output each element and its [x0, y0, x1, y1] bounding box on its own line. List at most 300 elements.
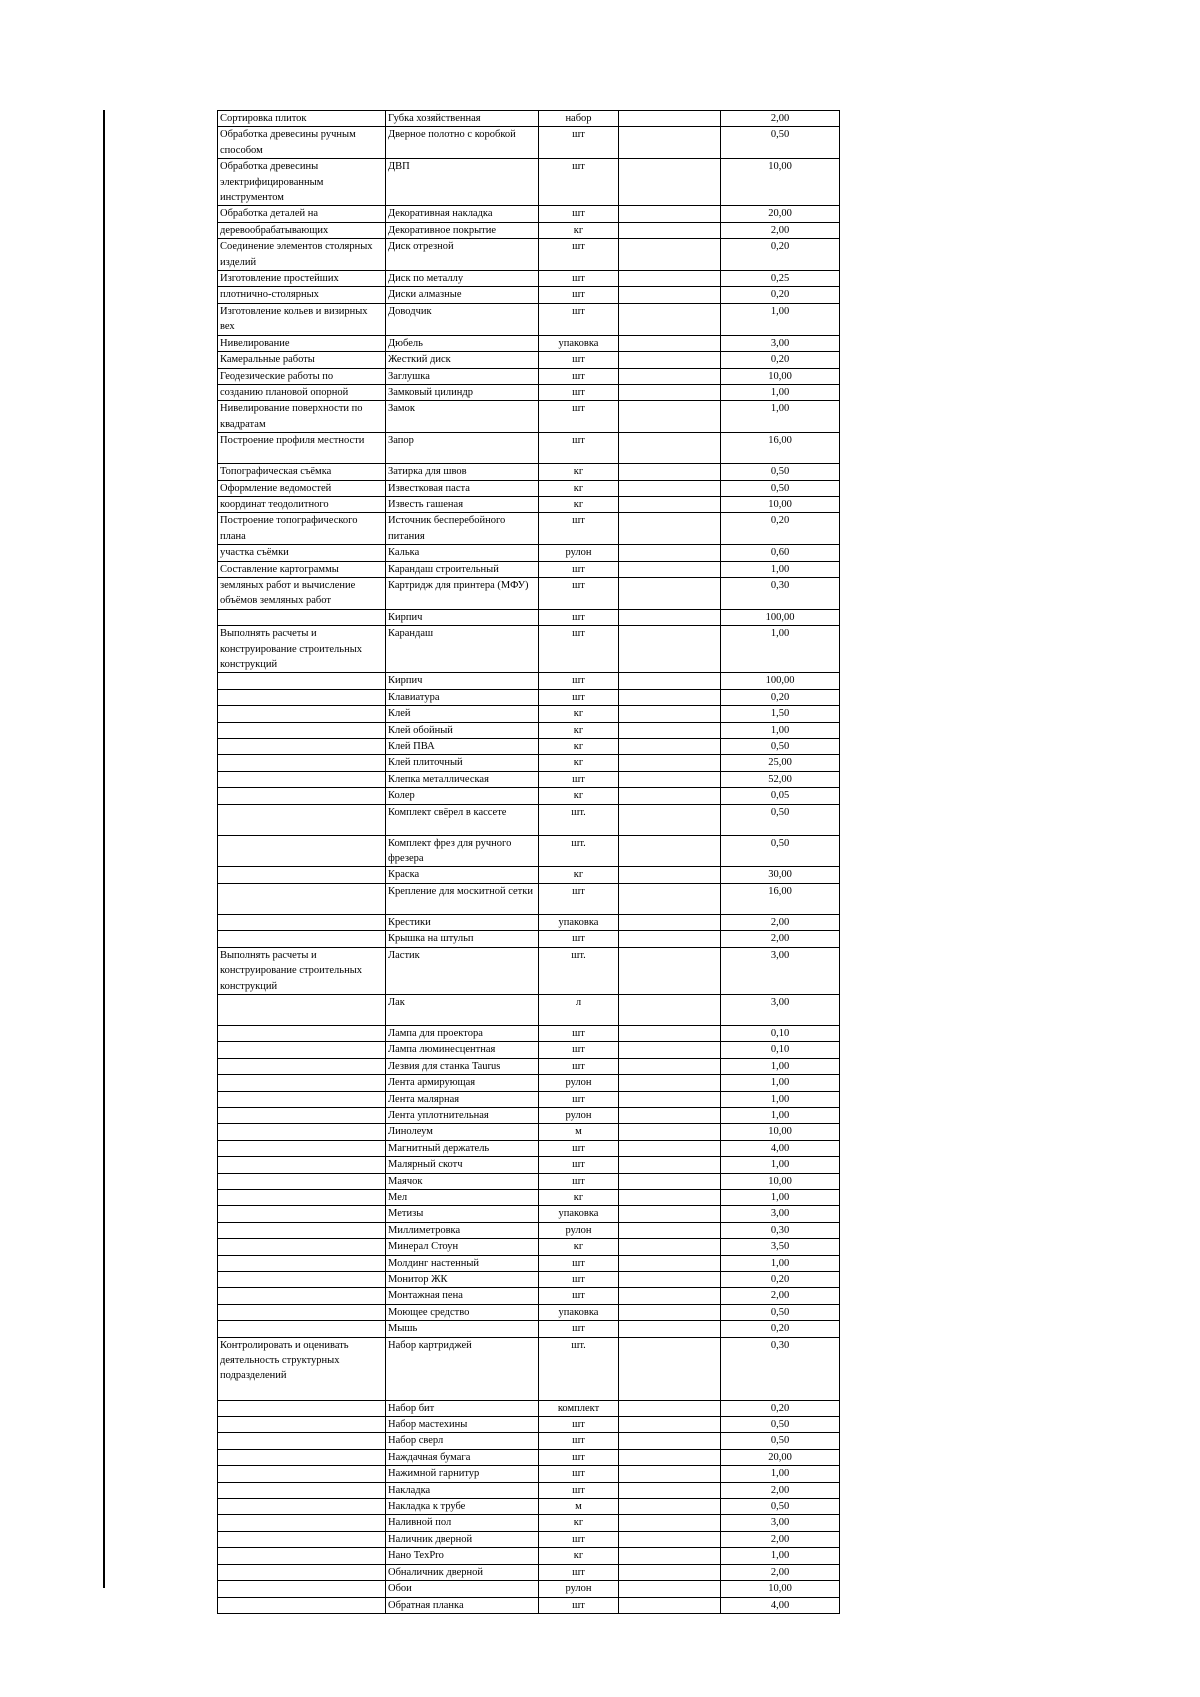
quantity-cell: 0,50 [721, 804, 840, 835]
activity-cell [218, 1042, 386, 1058]
table-row [218, 1337, 840, 1400]
activity-cell [218, 788, 386, 804]
table-row [218, 1531, 840, 1547]
empty-cell [619, 561, 721, 577]
quantity-cell: 20,00 [721, 206, 840, 222]
unit-cell: шт [539, 1449, 619, 1465]
unit-cell: шт [539, 159, 619, 206]
empty-cell [619, 947, 721, 994]
activity-cell: Изготовление простейших [218, 271, 386, 287]
material-cell: Дверное полотно с коробкой [386, 127, 539, 159]
unit-cell: шт [539, 206, 619, 222]
table-row [218, 222, 840, 238]
activity-cell [218, 883, 386, 914]
unit-cell: шт [539, 609, 619, 625]
material-cell: Губка хозяйственная [386, 111, 539, 127]
table-row [218, 1400, 840, 1416]
quantity-cell: 1,00 [721, 1466, 840, 1482]
empty-cell [619, 673, 721, 689]
material-cell: Лезвия для станка Taurus [386, 1058, 539, 1074]
material-cell: Затирка для швов [386, 464, 539, 480]
material-cell: Монитор ЖК [386, 1272, 539, 1288]
table-row [218, 1025, 840, 1041]
table-row [218, 771, 840, 787]
empty-cell [619, 480, 721, 496]
unit-cell: м [539, 1499, 619, 1515]
activity-cell [218, 1499, 386, 1515]
activity-cell [218, 914, 386, 930]
unit-cell: кг [539, 755, 619, 771]
empty-cell [619, 464, 721, 480]
table-row [218, 689, 840, 705]
table-row [218, 931, 840, 947]
material-cell: Линолеум [386, 1124, 539, 1140]
table-row [218, 577, 840, 609]
empty-cell [619, 1597, 721, 1613]
table-row [218, 1091, 840, 1107]
material-cell: Известь гашеная [386, 496, 539, 512]
table-row [218, 788, 840, 804]
activity-cell: деревообрабатывающих [218, 222, 386, 238]
quantity-cell: 0,50 [721, 1499, 840, 1515]
activity-cell: Камеральные работы [218, 352, 386, 368]
unit-cell: шт [539, 931, 619, 947]
quantity-cell: 2,00 [721, 111, 840, 127]
table-row [218, 111, 840, 127]
activity-cell [218, 771, 386, 787]
empty-cell [619, 401, 721, 433]
unit-cell: упаковка [539, 914, 619, 930]
table-row [218, 1206, 840, 1222]
quantity-cell: 0,10 [721, 1025, 840, 1041]
unit-cell: кг [539, 1189, 619, 1205]
material-cell: Клей ПВА [386, 739, 539, 755]
unit-cell: упаковка [539, 1304, 619, 1320]
activity-cell [218, 1515, 386, 1531]
quantity-cell: 0,20 [721, 1272, 840, 1288]
unit-cell: шт [539, 127, 619, 159]
empty-cell [619, 433, 721, 464]
material-cell: Картридж для принтера (МФУ) [386, 577, 539, 609]
empty-cell [619, 1337, 721, 1400]
quantity-cell: 0,50 [721, 480, 840, 496]
material-cell: Замковый цилиндр [386, 384, 539, 400]
unit-cell: шт [539, 577, 619, 609]
quantity-cell: 0,50 [721, 127, 840, 159]
table-row [218, 239, 840, 271]
empty-cell [619, 835, 721, 867]
table-row [218, 883, 840, 914]
table-row [218, 1449, 840, 1465]
table-row [218, 609, 840, 625]
material-cell: Заглушка [386, 368, 539, 384]
empty-cell [619, 788, 721, 804]
quantity-cell: 0,50 [721, 1304, 840, 1320]
material-cell: Наличник дверной [386, 1531, 539, 1547]
empty-cell [619, 883, 721, 914]
table-row [218, 1255, 840, 1271]
table-row [218, 545, 840, 561]
activity-cell [218, 1272, 386, 1288]
table-row [218, 384, 840, 400]
empty-cell [619, 1581, 721, 1597]
material-cell: Лента армирующая [386, 1075, 539, 1091]
activity-cell [218, 1206, 386, 1222]
quantity-cell: 3,00 [721, 994, 840, 1025]
material-cell: Декоративное покрытие [386, 222, 539, 238]
empty-cell [619, 513, 721, 545]
materials-table-body [218, 111, 840, 1614]
quantity-cell: 10,00 [721, 368, 840, 384]
quantity-cell: 4,00 [721, 1140, 840, 1156]
quantity-cell: 0,25 [721, 271, 840, 287]
quantity-cell: 2,00 [721, 1531, 840, 1547]
empty-cell [619, 739, 721, 755]
empty-cell [619, 722, 721, 738]
material-cell: Набор картриджей [386, 1337, 539, 1400]
activity-cell [218, 1075, 386, 1091]
activity-cell [218, 689, 386, 705]
activity-cell [218, 1222, 386, 1238]
unit-cell: шт [539, 384, 619, 400]
empty-cell [619, 1091, 721, 1107]
empty-cell [619, 1515, 721, 1531]
table-row [218, 739, 840, 755]
activity-cell: Оформление ведомостей [218, 480, 386, 496]
unit-cell: шт [539, 368, 619, 384]
empty-cell [619, 1466, 721, 1482]
unit-cell: шт [539, 1531, 619, 1547]
material-cell: Краска [386, 867, 539, 883]
table-row [218, 271, 840, 287]
activity-cell: Обработка деталей на [218, 206, 386, 222]
activity-cell [218, 804, 386, 835]
activity-cell [218, 1304, 386, 1320]
activity-cell [218, 1239, 386, 1255]
activity-cell [218, 609, 386, 625]
table-row [218, 1482, 840, 1498]
quantity-cell: 52,00 [721, 771, 840, 787]
activity-cell: Составление картограммы [218, 561, 386, 577]
table-row [218, 1581, 840, 1597]
empty-cell [619, 1255, 721, 1271]
activity-cell [218, 1449, 386, 1465]
quantity-cell: 20,00 [721, 1449, 840, 1465]
unit-cell: шт [539, 1597, 619, 1613]
unit-cell: шт [539, 1417, 619, 1433]
activity-cell [218, 1400, 386, 1416]
unit-cell: шт [539, 1321, 619, 1337]
material-cell: Замок [386, 401, 539, 433]
quantity-cell: 1,00 [721, 384, 840, 400]
material-cell: Комплект свёрел в кассете [386, 804, 539, 835]
table-row [218, 303, 840, 335]
table-row [218, 722, 840, 738]
unit-cell: шт [539, 1272, 619, 1288]
material-cell: Нажимной гарнитур [386, 1466, 539, 1482]
quantity-cell: 0,20 [721, 1400, 840, 1416]
empty-cell [619, 1058, 721, 1074]
unit-cell: рулон [539, 1107, 619, 1123]
table-row [218, 1042, 840, 1058]
material-cell: Набор сверл [386, 1433, 539, 1449]
unit-cell: кг [539, 722, 619, 738]
quantity-cell: 0,50 [721, 835, 840, 867]
material-cell: Накладка [386, 1482, 539, 1498]
empty-cell [619, 239, 721, 271]
table-row [218, 1304, 840, 1320]
material-cell: Клей обойный [386, 722, 539, 738]
empty-cell [619, 1548, 721, 1564]
unit-cell: шт [539, 271, 619, 287]
empty-cell [619, 1157, 721, 1173]
unit-cell: кг [539, 496, 619, 512]
quantity-cell: 0,60 [721, 545, 840, 561]
unit-cell: шт [539, 1466, 619, 1482]
unit-cell: рулон [539, 1075, 619, 1091]
empty-cell [619, 755, 721, 771]
empty-cell [619, 867, 721, 883]
activity-cell [218, 1058, 386, 1074]
unit-cell: шт [539, 1157, 619, 1173]
material-cell: Молдинг настенный [386, 1255, 539, 1271]
quantity-cell: 0,20 [721, 513, 840, 545]
material-cell: Лента уплотнительная [386, 1107, 539, 1123]
material-cell: Крепление для москитной сетки [386, 883, 539, 914]
unit-cell: шт [539, 1025, 619, 1041]
material-cell: Карандаш [386, 626, 539, 673]
activity-cell: координат теодолитного [218, 496, 386, 512]
unit-cell: шт [539, 1564, 619, 1580]
quantity-cell: 16,00 [721, 433, 840, 464]
material-cell: Моющее средство [386, 1304, 539, 1320]
activity-cell [218, 1124, 386, 1140]
material-cell: Миллиметровка [386, 1222, 539, 1238]
empty-cell [619, 931, 721, 947]
table-row [218, 1597, 840, 1613]
quantity-cell: 2,00 [721, 1482, 840, 1498]
table-row [218, 947, 840, 994]
margin-rule [103, 110, 105, 1588]
material-cell: Мышь [386, 1321, 539, 1337]
table-row [218, 433, 840, 464]
quantity-cell: 0,50 [721, 1433, 840, 1449]
table-row [218, 561, 840, 577]
activity-cell: Выполнять расчеты и конструирование строительных конструкций [218, 947, 386, 994]
empty-cell [619, 804, 721, 835]
unit-cell: рулон [539, 545, 619, 561]
quantity-cell: 1,00 [721, 1189, 840, 1205]
material-cell: Малярный скотч [386, 1157, 539, 1173]
unit-cell: шт. [539, 947, 619, 994]
material-cell: Кирпич [386, 673, 539, 689]
activity-cell [218, 867, 386, 883]
unit-cell: м [539, 1124, 619, 1140]
table-row [218, 1157, 840, 1173]
quantity-cell: 2,00 [721, 222, 840, 238]
unit-cell: шт [539, 513, 619, 545]
unit-cell: кг [539, 1548, 619, 1564]
material-cell: Диски алмазные [386, 287, 539, 303]
empty-cell [619, 626, 721, 673]
material-cell: Жесткий диск [386, 352, 539, 368]
unit-cell: рулон [539, 1222, 619, 1238]
table-row [218, 1515, 840, 1531]
empty-cell [619, 206, 721, 222]
table-row [218, 1417, 840, 1433]
empty-cell [619, 287, 721, 303]
quantity-cell: 1,00 [721, 722, 840, 738]
activity-cell [218, 1091, 386, 1107]
material-cell: ДВП [386, 159, 539, 206]
table-row [218, 914, 840, 930]
material-cell: Клей [386, 706, 539, 722]
activity-cell [218, 931, 386, 947]
quantity-cell: 0,10 [721, 1042, 840, 1058]
empty-cell [619, 222, 721, 238]
unit-cell: шт [539, 1288, 619, 1304]
quantity-cell: 0,20 [721, 689, 840, 705]
unit-cell: шт. [539, 835, 619, 867]
table-row [218, 755, 840, 771]
table-row [218, 706, 840, 722]
empty-cell [619, 1206, 721, 1222]
material-cell: Метизы [386, 1206, 539, 1222]
table-row [218, 1272, 840, 1288]
empty-cell [619, 352, 721, 368]
activity-cell [218, 1433, 386, 1449]
unit-cell: шт [539, 771, 619, 787]
quantity-cell: 4,00 [721, 1597, 840, 1613]
material-cell: Наждачная бумага [386, 1449, 539, 1465]
material-cell: Калька [386, 545, 539, 561]
material-cell: Маячок [386, 1173, 539, 1189]
table-row [218, 368, 840, 384]
quantity-cell: 0,20 [721, 287, 840, 303]
activity-cell [218, 755, 386, 771]
table-row [218, 835, 840, 867]
material-cell: Колер [386, 788, 539, 804]
material-cell: Лак [386, 994, 539, 1025]
unit-cell: шт [539, 1058, 619, 1074]
table-row [218, 1075, 840, 1091]
quantity-cell: 0,20 [721, 352, 840, 368]
empty-cell [619, 496, 721, 512]
activity-cell [218, 1564, 386, 1580]
material-cell: Источник бесперебойного питания [386, 513, 539, 545]
unit-cell: шт [539, 1255, 619, 1271]
unit-cell: кг [539, 867, 619, 883]
empty-cell [619, 1449, 721, 1465]
empty-cell [619, 1042, 721, 1058]
table-row [218, 496, 840, 512]
unit-cell: шт. [539, 1337, 619, 1400]
unit-cell: рулон [539, 1581, 619, 1597]
table-row [218, 513, 840, 545]
activity-cell: Соединение элементов столярных изделий [218, 239, 386, 271]
material-cell: Карандаш строительный [386, 561, 539, 577]
unit-cell: шт [539, 352, 619, 368]
activity-cell: Контролировать и оценивать деятельность структурных подразделений [218, 1337, 386, 1400]
unit-cell: кг [539, 739, 619, 755]
empty-cell [619, 1189, 721, 1205]
empty-cell [619, 111, 721, 127]
material-cell: Диск отрезной [386, 239, 539, 271]
empty-cell [619, 914, 721, 930]
empty-cell [619, 1025, 721, 1041]
empty-cell [619, 1124, 721, 1140]
table-row [218, 159, 840, 206]
empty-cell [619, 335, 721, 351]
unit-cell: кг [539, 222, 619, 238]
unit-cell: кг [539, 464, 619, 480]
material-cell: Ластик [386, 947, 539, 994]
activity-cell: Выполнять расчеты и конструирование строительных конструкций [218, 626, 386, 673]
empty-cell [619, 159, 721, 206]
table-row [218, 1548, 840, 1564]
unit-cell: шт [539, 433, 619, 464]
empty-cell [619, 1173, 721, 1189]
table-row [218, 1239, 840, 1255]
quantity-cell: 0,20 [721, 1321, 840, 1337]
quantity-cell: 30,00 [721, 867, 840, 883]
quantity-cell: 3,00 [721, 947, 840, 994]
table-row [218, 1140, 840, 1156]
quantity-cell: 2,00 [721, 1564, 840, 1580]
quantity-cell: 0,30 [721, 1337, 840, 1400]
material-cell: Наливной пол [386, 1515, 539, 1531]
quantity-cell: 3,00 [721, 1206, 840, 1222]
table-row [218, 206, 840, 222]
table-row [218, 1124, 840, 1140]
quantity-cell: 100,00 [721, 609, 840, 625]
activity-cell [218, 1255, 386, 1271]
unit-cell: набор [539, 111, 619, 127]
table-row [218, 287, 840, 303]
activity-cell: созданию плановой опорной [218, 384, 386, 400]
empty-cell [619, 577, 721, 609]
unit-cell: шт [539, 561, 619, 577]
empty-cell [619, 271, 721, 287]
empty-cell [619, 1107, 721, 1123]
empty-cell [619, 1482, 721, 1498]
empty-cell [619, 1222, 721, 1238]
table-row [218, 1466, 840, 1482]
material-cell: Минерал Стоун [386, 1239, 539, 1255]
quantity-cell: 1,00 [721, 1058, 840, 1074]
activity-cell: Изготовление кольев и визирных вех [218, 303, 386, 335]
empty-cell [619, 368, 721, 384]
quantity-cell: 1,00 [721, 1107, 840, 1123]
unit-cell: шт [539, 673, 619, 689]
material-cell: Клавиатура [386, 689, 539, 705]
table-row [218, 335, 840, 351]
activity-cell [218, 739, 386, 755]
material-cell: Доводчик [386, 303, 539, 335]
unit-cell: кг [539, 1239, 619, 1255]
unit-cell: кг [539, 480, 619, 496]
material-cell: Дюбель [386, 335, 539, 351]
unit-cell: шт [539, 1140, 619, 1156]
activity-cell: Сортировка плиток [218, 111, 386, 127]
activity-cell [218, 1025, 386, 1041]
activity-cell [218, 835, 386, 867]
quantity-cell: 0,30 [721, 1222, 840, 1238]
material-cell: Лента малярная [386, 1091, 539, 1107]
activity-cell [218, 706, 386, 722]
material-cell: Крышка на штульп [386, 931, 539, 947]
quantity-cell: 0,05 [721, 788, 840, 804]
